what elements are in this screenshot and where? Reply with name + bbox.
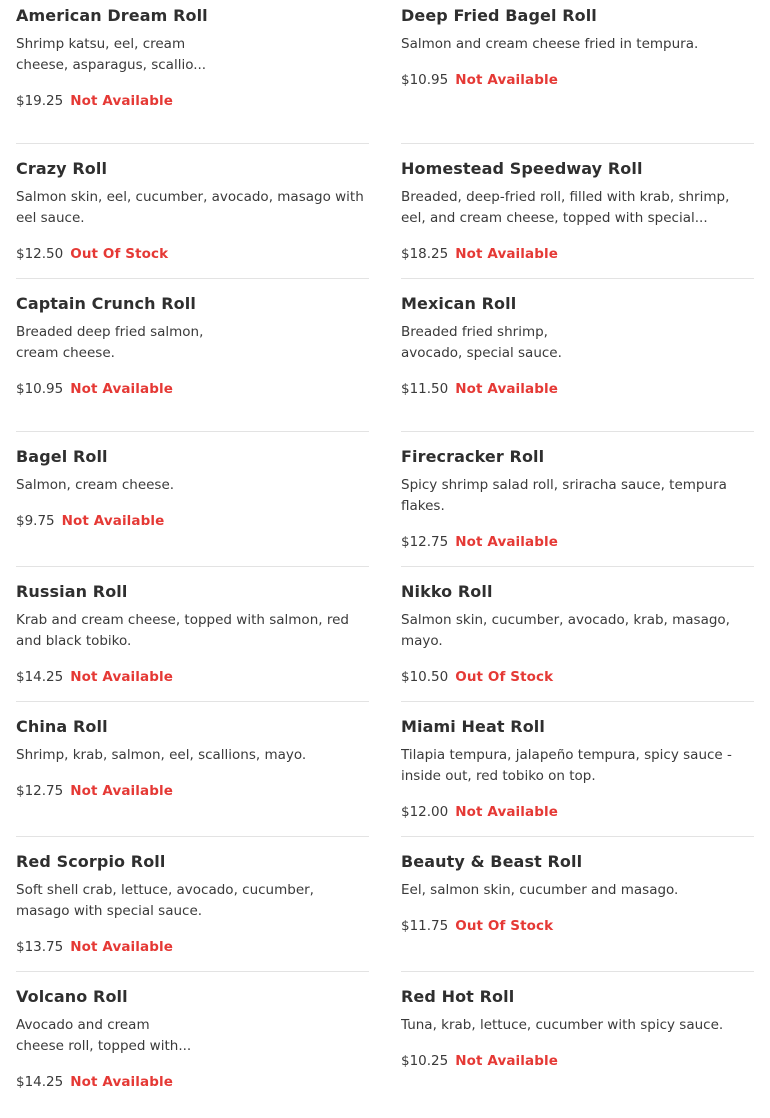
menu-item-volcano-roll[interactable] [16,987,369,1105]
item-price: $18.25 [401,246,449,262]
availability-status: Not Available [455,246,558,262]
item-description: Breaded fried shrimp, avocado, special sauce. [401,324,562,361]
item-name: Bagel Roll [16,447,108,466]
item-price: $10.95 [401,72,449,88]
price-row [401,244,558,264]
availability-status: Not Available [61,513,165,529]
price-row [401,667,553,687]
menu-item-captain-crunch-roll[interactable] [16,294,369,412]
item-name: American Dream Roll [16,6,208,25]
availability-status: Not Available [455,804,558,820]
item-description: Spicy shrimp salad roll, sriracha sauce, tempura flakes. [401,477,727,514]
item-price: $19.25 [16,93,64,109]
price-row [401,532,558,552]
divider [401,278,754,279]
item-description: Tilapia tempura, jalapeño tempura, spicy sauce - inside out, red tobiko on top. [401,747,732,784]
item-price: $14.25 [16,1074,64,1090]
price-row [401,1051,558,1071]
item-name: Firecracker Roll [401,447,545,466]
availability-status: Out Of Stock [455,918,554,934]
price-row [16,91,173,111]
divider [16,971,369,972]
price-row [401,802,558,822]
price-row [401,379,558,399]
menu-item-mexican-roll[interactable] [401,294,754,412]
price-row [401,70,558,90]
price-row [16,667,173,687]
item-price: $12.75 [401,534,449,550]
item-description: Salmon skin, cucumber, avocado, krab, masago, mayo. [401,612,730,649]
menu-item-bagel-roll[interactable] [16,447,369,557]
item-price: $10.25 [401,1053,449,1069]
item-description: Soft shell crab, lettuce, avocado, cucumber, masago with special sauce. [16,882,314,919]
menu-item-firecracker-roll[interactable] [401,447,754,557]
divider [16,278,369,279]
availability-status: Not Available [70,939,173,955]
menu-item-crazy-roll[interactable] [16,159,369,269]
availability-status: Not Available [455,381,558,397]
item-description: Breaded, deep-fried roll, filled with krab, shrimp, eel, and cream cheese, topped with special... [401,189,730,226]
item-price: $11.75 [401,918,449,934]
price-row [16,937,173,957]
item-name: Nikko Roll [401,582,493,601]
item-description: Eel, salmon skin, cucumber and masago. [401,882,679,898]
price-row [16,379,173,399]
item-description: Salmon, cream cheese. [16,477,175,493]
item-name: Red Scorpio Roll [16,852,166,871]
divider [16,431,369,432]
divider [401,431,754,432]
item-price: $12.75 [16,783,64,799]
menu-item-american-dream-roll[interactable] [16,6,369,124]
menu-item-homestead-speedway-roll[interactable] [401,159,754,269]
availability-status: Not Available [70,93,173,109]
divider [401,566,754,567]
price-row [16,1072,173,1092]
item-name: Crazy Roll [16,159,108,178]
item-name: Beauty & Beast Roll [401,852,583,871]
item-name: China Roll [16,717,108,736]
divider [401,971,754,972]
menu-item-russian-roll[interactable] [16,582,369,692]
item-name: Homestead Speedway Roll [401,159,643,178]
item-description: Avocado and cream cheese roll, topped with... [16,1017,192,1054]
availability-status: Not Available [70,381,173,397]
item-price: $14.25 [16,669,64,685]
item-price: $10.50 [401,669,449,685]
item-price: $9.75 [16,513,55,529]
item-description: Salmon and cream cheese fried in tempura. [401,36,699,52]
item-price: $10.95 [16,381,64,397]
divider [401,143,754,144]
item-name: Volcano Roll [16,987,128,1006]
availability-status: Out Of Stock [70,246,169,262]
divider [16,143,369,144]
availability-status: Not Available [70,1074,173,1090]
divider [16,701,369,702]
item-description: Tuna, krab, lettuce, cucumber with spicy sauce. [401,1017,724,1033]
price-row [16,781,173,801]
item-description: Shrimp, krab, salmon, eel, scallions, mayo. [16,747,307,763]
item-description: Breaded deep fried salmon, cream cheese. [16,324,204,361]
menu-item-china-roll[interactable] [16,717,369,827]
item-description: Krab and cream cheese, topped with salmon, red and black tobiko. [16,612,349,649]
item-description: Shrimp katsu, eel, cream cheese, asparagus, scallio... [16,36,207,73]
item-price: $13.75 [16,939,64,955]
divider [16,566,369,567]
availability-status: Not Available [70,669,173,685]
item-name: Russian Roll [16,582,128,601]
menu-item-nikko-roll[interactable] [401,582,754,692]
menu-item-red-hot-roll[interactable] [401,987,754,1105]
menu-item-deep-fried-bagel-roll[interactable] [401,6,754,124]
divider [16,836,369,837]
menu-item-beauty-beast-roll[interactable] [401,852,754,962]
menu-item-red-scorpio-roll[interactable] [16,852,369,962]
availability-status: Not Available [70,783,173,799]
price-row [16,511,164,531]
price-row [16,244,168,264]
item-name: Red Hot Roll [401,987,515,1006]
item-name: Miami Heat Roll [401,717,545,736]
item-price: $12.50 [16,246,64,262]
item-price: $11.50 [401,381,449,397]
availability-status: Not Available [455,1053,558,1069]
availability-status: Out Of Stock [455,669,554,685]
item-price: $12.00 [401,804,449,820]
availability-status: Not Available [455,534,558,550]
price-row [401,916,553,936]
divider [401,701,754,702]
menu-item-miami-heat-roll[interactable] [401,717,754,827]
item-description: Salmon skin, eel, cucumber, avocado, masago with eel sauce. [16,189,364,226]
divider [401,836,754,837]
item-name: Deep Fried Bagel Roll [401,6,597,25]
availability-status: Not Available [455,72,558,88]
item-name: Captain Crunch Roll [16,294,196,313]
item-name: Mexican Roll [401,294,517,313]
